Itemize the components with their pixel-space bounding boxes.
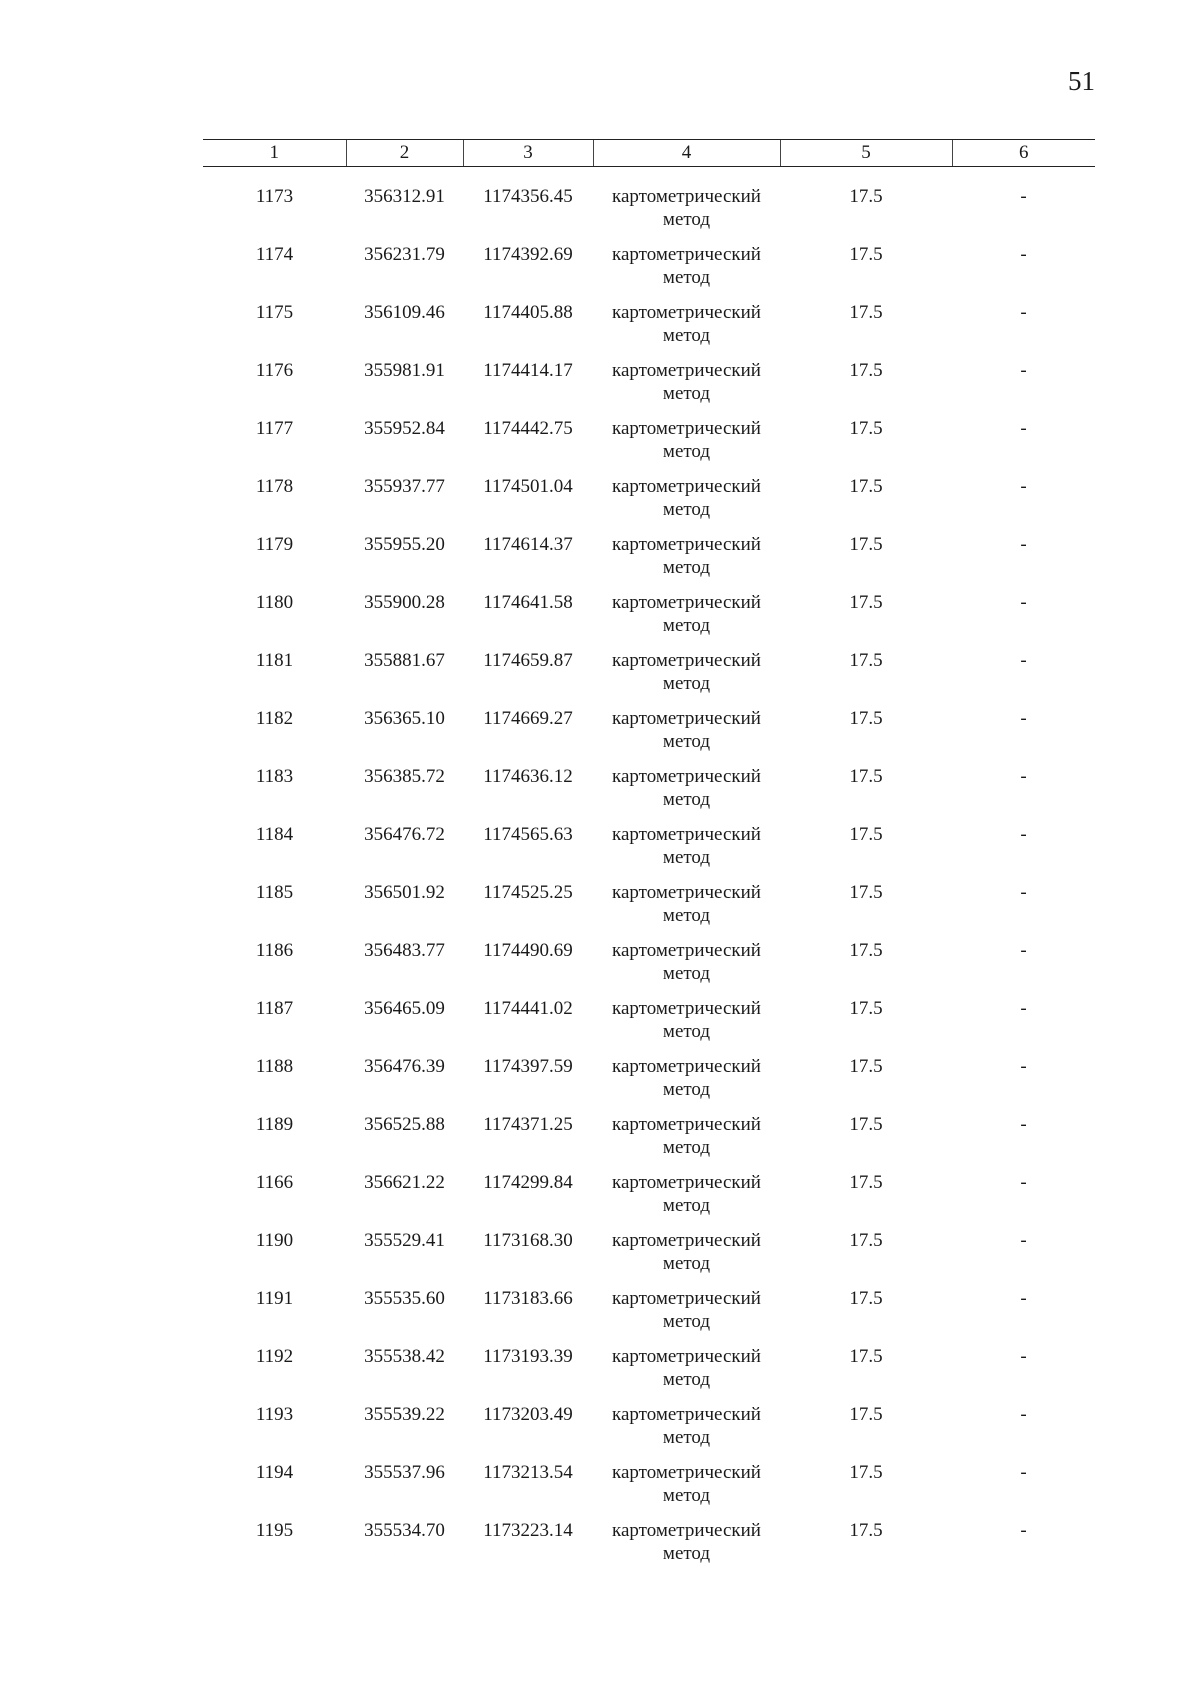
note-cell: -	[1020, 824, 1027, 845]
point-number-cell: 1180	[255, 592, 294, 613]
column-header-3: 3	[463, 140, 593, 167]
x-coordinate-cell: 356465.09	[364, 998, 445, 1019]
table-row	[203, 475, 1095, 533]
header-row	[203, 140, 1095, 167]
y-coordinate-cell: 1174392.69	[483, 244, 573, 265]
x-coordinate-cell: 355937.77	[364, 476, 445, 497]
x-coordinate-cell: 356109.46	[364, 302, 445, 323]
point-number-cell: 1183	[255, 766, 294, 787]
method-line-1: картометрический	[612, 1056, 761, 1077]
table-body	[203, 185, 1095, 1577]
method-line-1: картометрический	[612, 1172, 761, 1193]
y-coordinate-cell: 1174614.37	[483, 534, 573, 555]
note-cell: -	[1020, 244, 1027, 265]
point-number-cell: 1174	[255, 244, 294, 265]
table-row	[203, 939, 1095, 997]
table-row	[203, 881, 1095, 939]
page-number: 51	[1068, 66, 1095, 96]
method-cell	[593, 997, 780, 1055]
method-line-2: метод	[662, 673, 711, 694]
method-cell	[593, 475, 780, 533]
method-cell	[593, 417, 780, 475]
point-number-cell: 1192	[255, 1346, 294, 1367]
column-header-2: 2	[346, 140, 463, 167]
y-coordinate-cell: 1174565.63	[483, 824, 573, 845]
accuracy-cell: 17.5	[849, 244, 883, 265]
point-number-cell: 1181	[255, 650, 294, 671]
point-number-cell: 1189	[255, 1114, 294, 1135]
method-line-1: картометрический	[612, 708, 761, 729]
accuracy-cell: 17.5	[849, 766, 883, 787]
y-coordinate-cell: 1173203.49	[483, 1404, 573, 1425]
y-coordinate-cell: 1174442.75	[483, 418, 573, 439]
accuracy-cell: 17.5	[849, 1462, 883, 1483]
method-line-1: картометрический	[612, 476, 761, 497]
x-coordinate-cell: 356525.88	[364, 1114, 445, 1135]
x-coordinate-cell: 355537.96	[364, 1462, 445, 1483]
method-line-2: метод	[662, 1195, 711, 1216]
note-cell: -	[1020, 766, 1027, 787]
note-cell: -	[1020, 1404, 1027, 1425]
note-cell: -	[1020, 882, 1027, 903]
x-coordinate-cell: 355539.22	[364, 1404, 445, 1425]
method-cell	[593, 591, 780, 649]
note-cell: -	[1020, 998, 1027, 1019]
x-coordinate-cell: 356312.91	[364, 186, 445, 207]
method-cell	[593, 1403, 780, 1461]
accuracy-cell: 17.5	[849, 476, 883, 497]
method-line-2: метод	[662, 557, 711, 578]
x-coordinate-cell: 355952.84	[364, 418, 445, 439]
point-number-cell: 1184	[255, 824, 294, 845]
accuracy-cell: 17.5	[849, 534, 883, 555]
x-coordinate-cell: 356231.79	[364, 244, 445, 265]
note-cell: -	[1020, 708, 1027, 729]
x-coordinate-cell: 355535.60	[364, 1288, 445, 1309]
method-cell	[593, 1171, 780, 1229]
x-coordinate-cell: 355538.42	[364, 1346, 445, 1367]
table-row	[203, 1287, 1095, 1345]
table-row	[203, 417, 1095, 475]
table-row	[203, 591, 1095, 649]
method-cell	[593, 881, 780, 939]
point-number-cell: 1178	[255, 476, 294, 497]
accuracy-cell: 17.5	[849, 360, 883, 381]
accuracy-cell: 17.5	[849, 1056, 883, 1077]
method-cell	[593, 1055, 780, 1113]
y-coordinate-cell: 1174525.25	[483, 882, 573, 903]
method-line-1: картометрический	[612, 1404, 761, 1425]
x-coordinate-cell: 355981.91	[364, 360, 445, 381]
note-cell: -	[1020, 1114, 1027, 1135]
accuracy-cell: 17.5	[849, 418, 883, 439]
method-line-1: картометрический	[612, 1114, 761, 1135]
x-coordinate-cell: 356476.72	[364, 824, 445, 845]
x-coordinate-cell: 356365.10	[364, 708, 445, 729]
x-coordinate-cell: 355900.28	[364, 592, 445, 613]
table-row	[203, 1113, 1095, 1171]
accuracy-cell: 17.5	[849, 998, 883, 1019]
x-coordinate-cell: 355529.41	[364, 1230, 445, 1251]
accuracy-cell: 17.5	[849, 1288, 883, 1309]
y-coordinate-cell: 1174669.27	[483, 708, 573, 729]
table-row	[203, 997, 1095, 1055]
table-header	[203, 140, 1095, 186]
coordinates-table-container	[203, 139, 1095, 1577]
method-line-2: метод	[662, 905, 711, 926]
method-line-2: метод	[662, 847, 711, 868]
method-cell	[593, 707, 780, 765]
y-coordinate-cell: 1174501.04	[483, 476, 573, 497]
note-cell: -	[1020, 476, 1027, 497]
method-cell	[593, 1229, 780, 1287]
x-coordinate-cell: 355534.70	[364, 1520, 445, 1541]
point-number-cell: 1193	[255, 1404, 294, 1425]
accuracy-cell: 17.5	[849, 1230, 883, 1251]
method-line-1: картометрический	[612, 1230, 761, 1251]
method-cell	[593, 939, 780, 997]
y-coordinate-cell: 1174397.59	[483, 1056, 573, 1077]
coordinates-table	[203, 139, 1095, 1577]
table-row	[203, 301, 1095, 359]
table-row	[203, 1461, 1095, 1519]
point-number-cell: 1176	[255, 360, 294, 381]
method-cell	[593, 359, 780, 417]
method-line-1: картометрический	[612, 824, 761, 845]
method-cell	[593, 1113, 780, 1171]
point-number-cell: 1195	[255, 1520, 294, 1541]
table-row	[203, 1519, 1095, 1577]
table-row	[203, 649, 1095, 707]
accuracy-cell: 17.5	[849, 940, 883, 961]
method-line-2: метод	[662, 731, 711, 752]
method-cell	[593, 1519, 780, 1577]
method-cell	[593, 765, 780, 823]
accuracy-cell: 17.5	[849, 650, 883, 671]
method-line-2: метод	[662, 267, 711, 288]
point-number-cell: 1186	[255, 940, 294, 961]
method-cell	[593, 301, 780, 359]
accuracy-cell: 17.5	[849, 708, 883, 729]
note-cell: -	[1020, 186, 1027, 207]
x-coordinate-cell: 356483.77	[364, 940, 445, 961]
x-coordinate-cell: 356476.39	[364, 1056, 445, 1077]
method-line-1: картометрический	[612, 1346, 761, 1367]
y-coordinate-cell: 1173193.39	[483, 1346, 573, 1367]
method-line-1: картометрический	[612, 302, 761, 323]
method-line-2: метод	[662, 1427, 711, 1448]
y-coordinate-cell: 1173223.14	[483, 1520, 573, 1541]
point-number-cell: 1185	[255, 882, 294, 903]
method-cell	[593, 185, 780, 243]
method-line-2: метод	[662, 1079, 711, 1100]
accuracy-cell: 17.5	[849, 592, 883, 613]
x-coordinate-cell: 355955.20	[364, 534, 445, 555]
point-number-cell: 1173	[255, 186, 294, 207]
method-line-2: метод	[662, 1253, 711, 1274]
point-number-cell: 1182	[255, 708, 294, 729]
method-line-1: картометрический	[612, 244, 761, 265]
point-number-cell: 1175	[255, 302, 294, 323]
x-coordinate-cell: 356385.72	[364, 766, 445, 787]
y-coordinate-cell: 1174371.25	[483, 1114, 573, 1135]
table-row	[203, 533, 1095, 591]
method-line-2: метод	[662, 1543, 711, 1564]
table-row	[203, 1345, 1095, 1403]
accuracy-cell: 17.5	[849, 1172, 883, 1193]
y-coordinate-cell: 1173168.30	[483, 1230, 573, 1251]
y-coordinate-cell: 1174405.88	[483, 302, 573, 323]
note-cell: -	[1020, 418, 1027, 439]
note-cell: -	[1020, 1520, 1027, 1541]
note-cell: -	[1020, 1462, 1027, 1483]
method-cell	[593, 533, 780, 591]
y-coordinate-cell: 1174641.58	[483, 592, 573, 613]
accuracy-cell: 17.5	[849, 1346, 883, 1367]
method-cell	[593, 1345, 780, 1403]
column-header-6: 6	[952, 140, 1095, 167]
method-line-1: картометрический	[612, 766, 761, 787]
method-line-1: картометрический	[612, 1520, 761, 1541]
method-line-1: картометрический	[612, 418, 761, 439]
method-line-1: картометрический	[612, 534, 761, 555]
note-cell: -	[1020, 1230, 1027, 1251]
method-line-2: метод	[662, 441, 711, 462]
y-coordinate-cell: 1173183.66	[483, 1288, 573, 1309]
point-number-cell: 1188	[255, 1056, 294, 1077]
point-number-cell: 1191	[255, 1288, 294, 1309]
method-cell	[593, 1287, 780, 1345]
column-header-4: 4	[593, 140, 780, 167]
method-line-2: метод	[662, 1311, 711, 1332]
method-cell	[593, 1461, 780, 1519]
method-line-1: картометрический	[612, 1462, 761, 1483]
method-line-2: метод	[662, 499, 711, 520]
method-line-1: картометрический	[612, 360, 761, 381]
y-coordinate-cell: 1174414.17	[483, 360, 573, 381]
method-cell	[593, 823, 780, 881]
note-cell: -	[1020, 940, 1027, 961]
table-row	[203, 1403, 1095, 1461]
method-line-1: картометрический	[612, 650, 761, 671]
note-cell: -	[1020, 1346, 1027, 1367]
note-cell: -	[1020, 534, 1027, 555]
method-cell	[593, 649, 780, 707]
method-cell	[593, 243, 780, 301]
y-coordinate-cell: 1174659.87	[483, 650, 573, 671]
method-line-2: метод	[662, 1021, 711, 1042]
method-line-2: метод	[662, 615, 711, 636]
table-row	[203, 185, 1095, 243]
accuracy-cell: 17.5	[849, 824, 883, 845]
table-row	[203, 1055, 1095, 1113]
table-row	[203, 1171, 1095, 1229]
y-coordinate-cell: 1174299.84	[483, 1172, 573, 1193]
accuracy-cell: 17.5	[849, 302, 883, 323]
method-line-1: картометрический	[612, 940, 761, 961]
table-row	[203, 707, 1095, 765]
column-header-1: 1	[203, 140, 346, 167]
point-number-cell: 1187	[255, 998, 294, 1019]
method-line-2: метод	[662, 1137, 711, 1158]
point-number-cell: 1194	[255, 1462, 294, 1483]
note-cell: -	[1020, 1056, 1027, 1077]
note-cell: -	[1020, 592, 1027, 613]
y-coordinate-cell: 1174441.02	[483, 998, 573, 1019]
method-line-1: картометрический	[612, 1288, 761, 1309]
method-line-2: метод	[662, 209, 711, 230]
note-cell: -	[1020, 302, 1027, 323]
note-cell: -	[1020, 360, 1027, 381]
table-row	[203, 765, 1095, 823]
header-spacer	[203, 167, 1095, 186]
method-line-1: картометрический	[612, 882, 761, 903]
table-row	[203, 823, 1095, 881]
y-coordinate-cell: 1173213.54	[483, 1462, 573, 1483]
y-coordinate-cell: 1174356.45	[483, 186, 573, 207]
note-cell: -	[1020, 1172, 1027, 1193]
method-line-2: метод	[662, 963, 711, 984]
accuracy-cell: 17.5	[849, 186, 883, 207]
column-header-5: 5	[780, 140, 952, 167]
point-number-cell: 1179	[255, 534, 294, 555]
y-coordinate-cell: 1174490.69	[483, 940, 573, 961]
method-line-2: метод	[662, 1369, 711, 1390]
accuracy-cell: 17.5	[849, 1404, 883, 1425]
method-line-2: метод	[662, 383, 711, 404]
method-line-2: метод	[662, 1485, 711, 1506]
note-cell: -	[1020, 650, 1027, 671]
x-coordinate-cell: 356621.22	[364, 1172, 445, 1193]
point-number-cell: 1190	[255, 1230, 294, 1251]
table-row	[203, 359, 1095, 417]
accuracy-cell: 17.5	[849, 1520, 883, 1541]
method-line-2: метод	[662, 325, 711, 346]
point-number-cell: 1166	[255, 1172, 294, 1193]
x-coordinate-cell: 356501.92	[364, 882, 445, 903]
method-line-1: картометрический	[612, 998, 761, 1019]
point-number-cell: 1177	[255, 418, 294, 439]
note-cell: -	[1020, 1288, 1027, 1309]
y-coordinate-cell: 1174636.12	[483, 766, 573, 787]
x-coordinate-cell: 355881.67	[364, 650, 445, 671]
accuracy-cell: 17.5	[849, 1114, 883, 1135]
method-line-1: картометрический	[612, 186, 761, 207]
table-row	[203, 1229, 1095, 1287]
method-line-1: картометрический	[612, 592, 761, 613]
method-line-2: метод	[662, 789, 711, 810]
table-row	[203, 243, 1095, 301]
accuracy-cell: 17.5	[849, 882, 883, 903]
